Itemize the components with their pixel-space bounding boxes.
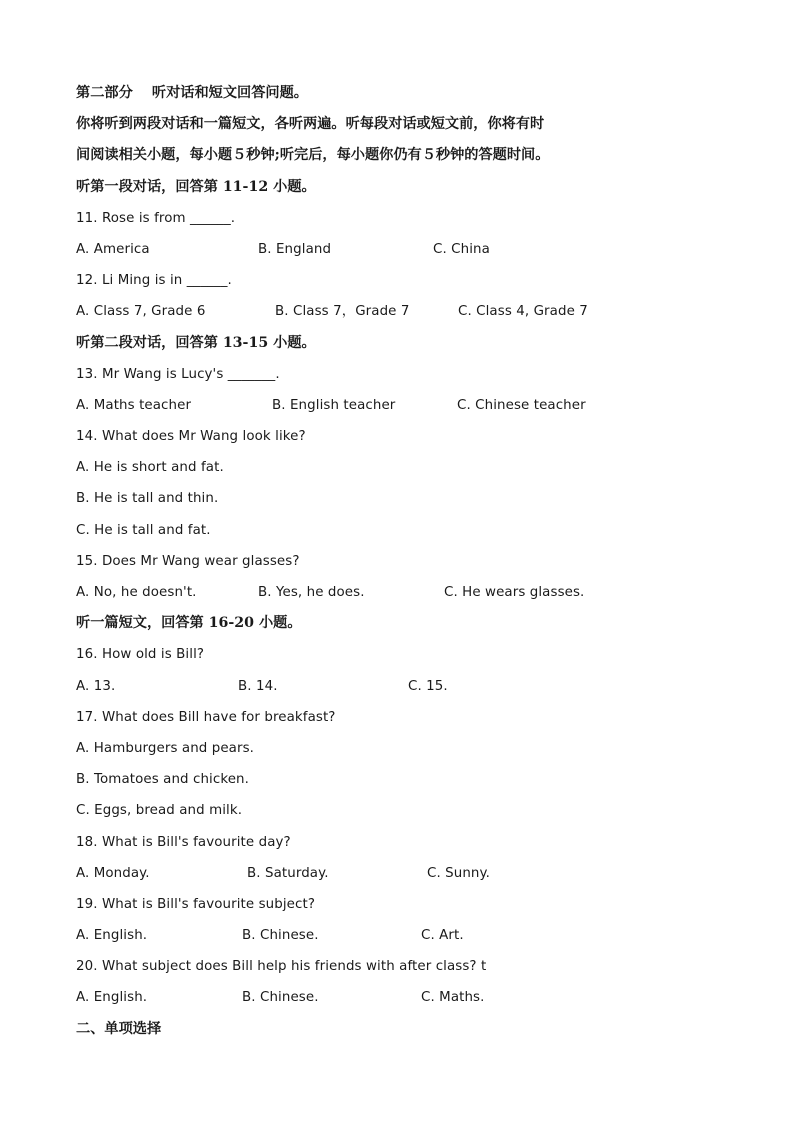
section-heading-2: 二、单项选择: [76, 1020, 162, 1037]
options-15: [76, 577, 736, 608]
question-stem-18: 18. What is Bill's favourite day?: [76, 834, 291, 850]
option-b: B. Chinese.: [242, 990, 319, 1006]
options-13: [76, 390, 736, 421]
option-c: C. He is tall and fat.: [76, 522, 211, 538]
option-a: A. Monday.: [76, 865, 150, 881]
option-b: B. Chinese.: [242, 928, 319, 944]
option-c: C. Sunny.: [427, 865, 490, 881]
option-b: B. Saturday.: [247, 865, 329, 881]
options-20: [76, 982, 736, 1013]
options-16: [76, 671, 736, 702]
question-stem-13: 13. Mr Wang is Lucy's _______.: [76, 366, 280, 382]
group-label-2: 听第二段对话，回答第 13-15 小题。: [76, 334, 316, 351]
option-c: C. 15.: [408, 678, 448, 694]
instruction-line-1: 你将听到两段对话和一篇短文，各听两遍。听每段对话或短文前，你将有时: [76, 116, 545, 133]
instruction-line-2: 间阅读相关小题，每小题５秒钟;听完后，每小题你仍有５秒钟的答题时间。: [76, 147, 550, 164]
option-b: B. Yes, he does.: [258, 585, 365, 600]
question-stem-14: 14. What does Mr Wang look like?: [76, 429, 306, 445]
option-a: A. No, he doesn't.: [76, 585, 197, 600]
option-a: A. English.: [76, 928, 148, 944]
option-a: A. Class 7, Grade 6: [76, 304, 206, 320]
document-page: [76, 78, 736, 1045]
option-b: B. England: [258, 241, 332, 257]
options-19: [76, 920, 736, 951]
option-c: C. China: [433, 241, 490, 257]
option-c: C. Maths.: [421, 990, 485, 1006]
question-stem-19: 19. What is Bill's favourite subject?: [76, 896, 316, 912]
group-label-3: 听一篇短文，回答第 16-20 小题。: [76, 615, 302, 632]
option-c: C. Eggs, bread and milk.: [76, 803, 243, 819]
option-b: B. 14.: [238, 678, 278, 694]
question-stem-17: 17. What does Bill have for breakfast?: [76, 709, 336, 725]
option-b: B. English teacher: [272, 397, 396, 413]
options-18: [76, 858, 736, 889]
option-a: A. Maths teacher: [76, 397, 192, 413]
option-b: B. Tomatoes and chicken.: [76, 772, 249, 788]
group-label-1: 听第一段对话，回答第 11-12 小题。: [76, 178, 316, 195]
option-a: A. 13.: [76, 678, 116, 694]
option-b: B. Class 7，Grade 7: [275, 304, 410, 320]
option-c: C. Class 4, Grade 7: [458, 304, 588, 320]
option-a: A. He is short and fat.: [76, 460, 224, 476]
question-stem-16: 16. How old is Bill?: [76, 647, 205, 663]
section-heading: 第二部分 听对话和短文回答问题。: [76, 85, 308, 101]
option-a: A. Hamburgers and pears.: [76, 740, 255, 756]
option-c: C. Chinese teacher: [457, 397, 586, 413]
option-c: C. Art.: [421, 928, 464, 944]
options-12: [76, 296, 736, 327]
options-11: [76, 234, 736, 265]
option-a: A. English.: [76, 990, 148, 1006]
option-b: B. He is tall and thin.: [76, 491, 219, 507]
question-stem-15: 15. Does Mr Wang wear glasses?: [76, 553, 300, 569]
question-stem-12: 12. Li Ming is in ______.: [76, 273, 232, 289]
question-stem-20: 20. What subject does Bill help his friends with after class? t: [76, 959, 487, 975]
option-c: C. He wears glasses.: [444, 585, 585, 600]
option-a: A. America: [76, 241, 150, 257]
question-stem-11: 11. Rose is from ______.: [76, 210, 236, 226]
